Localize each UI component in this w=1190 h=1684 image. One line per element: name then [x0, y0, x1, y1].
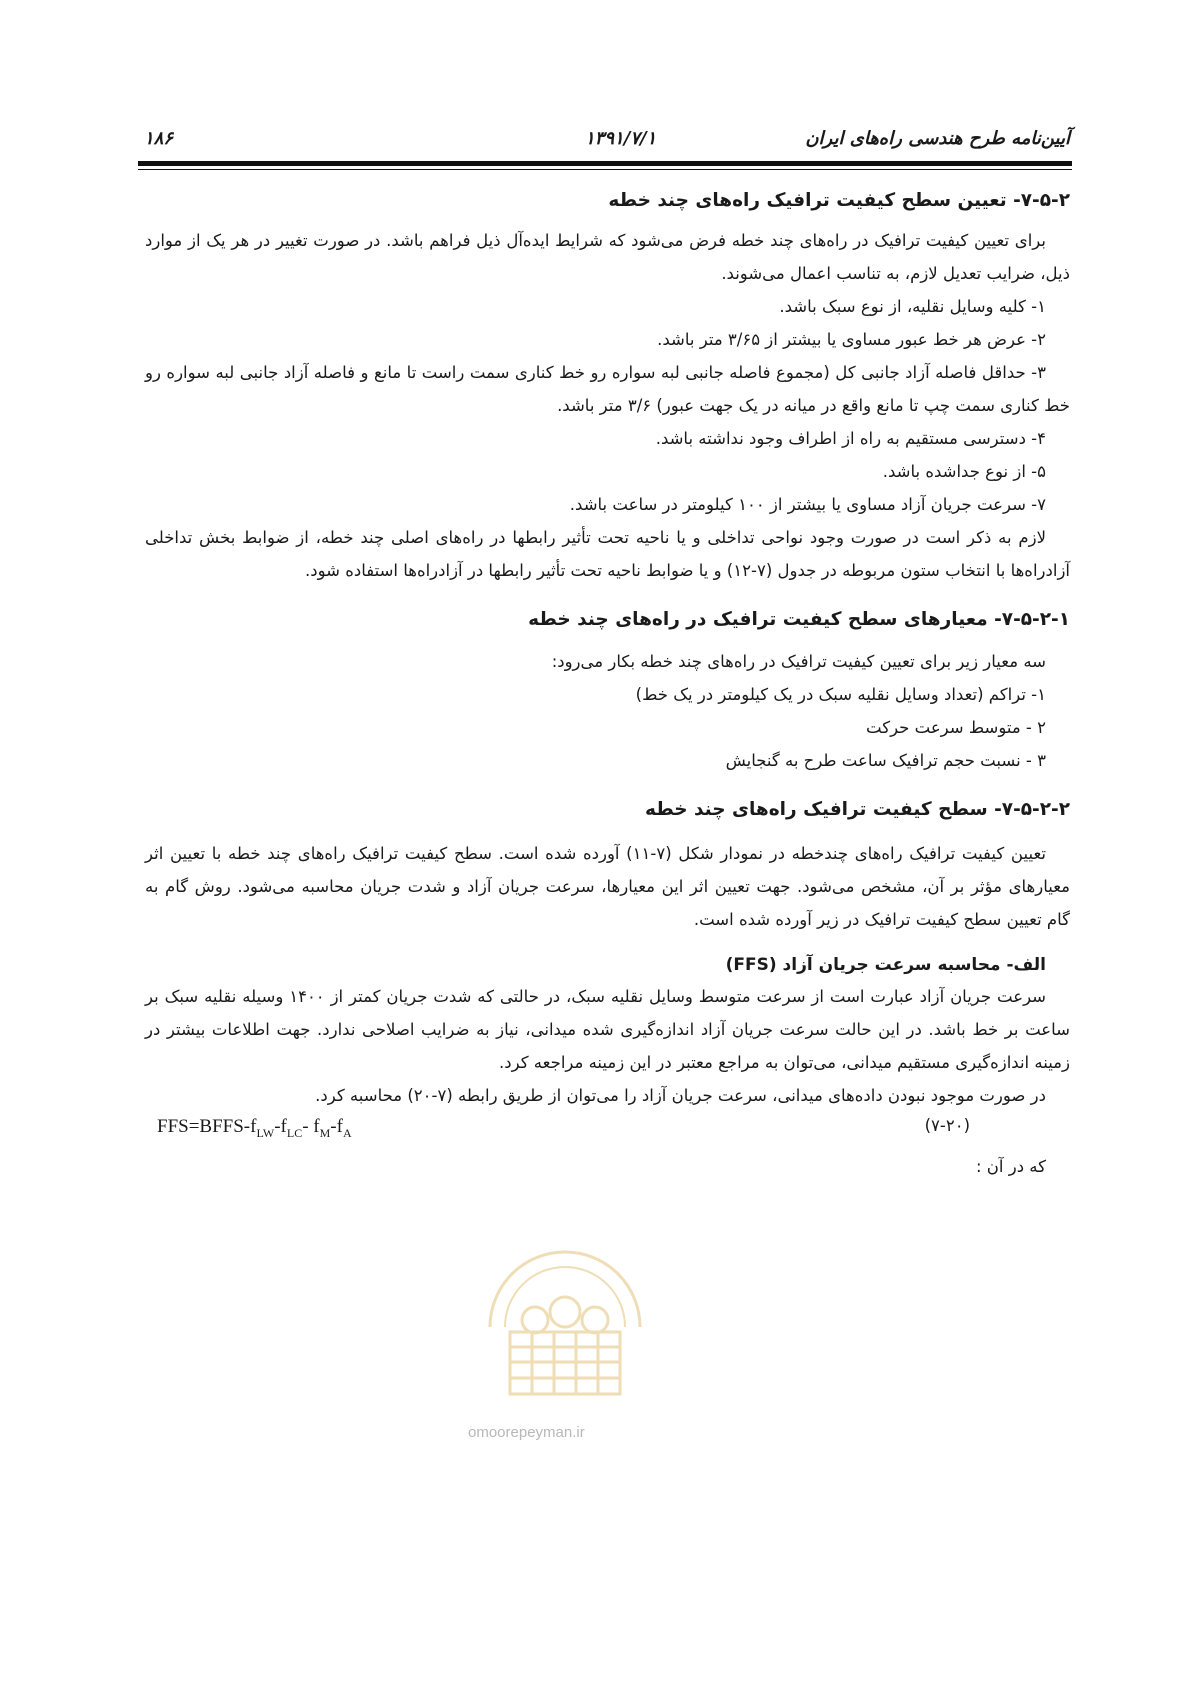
header-rule-thin [138, 169, 1072, 170]
list-item: ۳- حداقل فاصله آزاد جانبی کل (مجموع فاصله جانبی لبه سواره رو خط کناری سمت راست تا مانع و فاصله آزاد جانبی لبه سواره رو خط کناری سمت چپ تا مانع واقع در میانه در یک جهت عبور) ۳/۶ متر باشد. [145, 363, 1070, 415]
list-item: ۴- دسترسی مستقیم به راه از اطراف وجود نداشته باشد. [655, 429, 1046, 448]
list-item: ۱- کلیه وسایل نقلیه، از نوع سبک باشد. [779, 297, 1046, 316]
section-intro: برای تعیین کیفیت ترافیک در راه‌های چند خطه فرض می‌شود که شرایط ایده‌آل ذیل فراهم باشد. در صورت تغییر در هر یک از موارد ذیل، ضرایب تعدیل لازم، به تناسب اعمال می‌شوند. [145, 231, 1070, 283]
header-rule-thick [138, 161, 1072, 166]
page-number: ۱۸۶ [144, 128, 174, 149]
list-item: ۲- عرض هر خط عبور مساوی یا بیشتر از ۳/۶۵ متر باشد. [657, 330, 1046, 349]
list-item: ۲ - متوسط سرعت حرکت [866, 718, 1046, 737]
section-heading: ۷-۵-۲-۲- سطح کیفیت ترافیک راه‌های چند خطه [644, 799, 1070, 820]
watermark-url: omoorepeyman.ir [468, 1424, 585, 1441]
where-label: که در آن : [975, 1157, 1046, 1176]
equation-row [145, 1112, 1070, 1150]
section-heading: ۷-۵-۲-۱- معیارهای سطح کیفیت ترافیک در راه‌های چند خطه [528, 609, 1070, 630]
running-header [138, 128, 1072, 158]
section-paragraph: در صورت موجود نبودن داده‌های میدانی، سرعت جریان آزاد را می‌توان از طریق رابطه (۷-۲۰) محاسبه کرد. [315, 1086, 1046, 1105]
section-paragraph: تعیین کیفیت ترافیک راه‌های چندخطه در نمودار شکل (۷-۱۱) آورده شده است. سطح کیفیت ترافیک راه‌های چند خطه با تعیین اثر معیارهای مؤثر بر آن، مشخص می‌شود. جهت تعیین اثر این معیارها، سرعت جریان آزاد و شدت جریان محاسبه می‌شود. روش گام به گام تعیین سطح کیفیت ترافیک در زیر آورده شده است. [145, 844, 1070, 929]
list-item: ۱- تراکم (تعداد وسایل نقلیه سبک در یک کیلومتر در یک خط) [635, 685, 1046, 704]
list-item: ۵- از نوع جداشده باشد. [882, 462, 1046, 481]
section-note: لازم به ذکر است در صورت وجود نواحی تداخلی و یا ناحیه تحت تأثیر رابطها در راه‌های اصلی چند خطه، از ضوابط بخش تداخلی آزادراه‌ها با انتخاب ستون مربوطه در جدول (۷-۱۲) و یا ضوابط ناحیه تحت تأثیر رابطها در آزادراه‌ها استفاده شود. [145, 528, 1070, 580]
equation-number: (۷-۲۰) [924, 1116, 970, 1135]
header-date: ۱۳۹۱/۷/۱ [585, 128, 657, 149]
book-title: آیین‌نامه طرح هندسی راه‌های ایران [805, 128, 1070, 149]
subsection-heading: الف- محاسبه سرعت جریان آزاد (FFS) [725, 955, 1046, 975]
watermark-seal-icon [470, 1232, 660, 1407]
equation-formula: $FFS=BFFS-f_{LW}-f_{LC}-$ $f_M-f_A$ [157, 1116, 352, 1140]
section-heading: ۷-۵-۲- تعیین سطح کیفیت ترافیک راه‌های چند خطه [608, 190, 1070, 211]
section-paragraph: سرعت جریان آزاد عبارت است از سرعت متوسط وسایل نقلیه سبک، در حالتی که شدت جریان کمتر از ۱۴۰۰ وسیله نقلیه سبک بر ساعت بر خط باشد. در این حالت سرعت جریان آزاد اندازه‌گیری شده میدانی، نیاز به ضرایب اصلاحی ندارد. جهت اطلاعات بیشتر در زمینه اندازه‌گیری مستقیم میدانی، می‌توان به مراجع معتبر در این زمینه مراجعه کرد. [145, 987, 1070, 1072]
list-item: ۷- سرعت جریان آزاد مساوی یا بیشتر از ۱۰۰ کیلومتر در ساعت باشد. [569, 495, 1046, 514]
list-item: ۳ - نسبت حجم ترافیک ساعت طرح به گنجایش [725, 751, 1046, 770]
main-content [145, 186, 1070, 1183]
section-intro: سه معیار زیر برای تعیین کیفیت ترافیک در راه‌های چند خطه بکار می‌رود: [551, 652, 1046, 671]
